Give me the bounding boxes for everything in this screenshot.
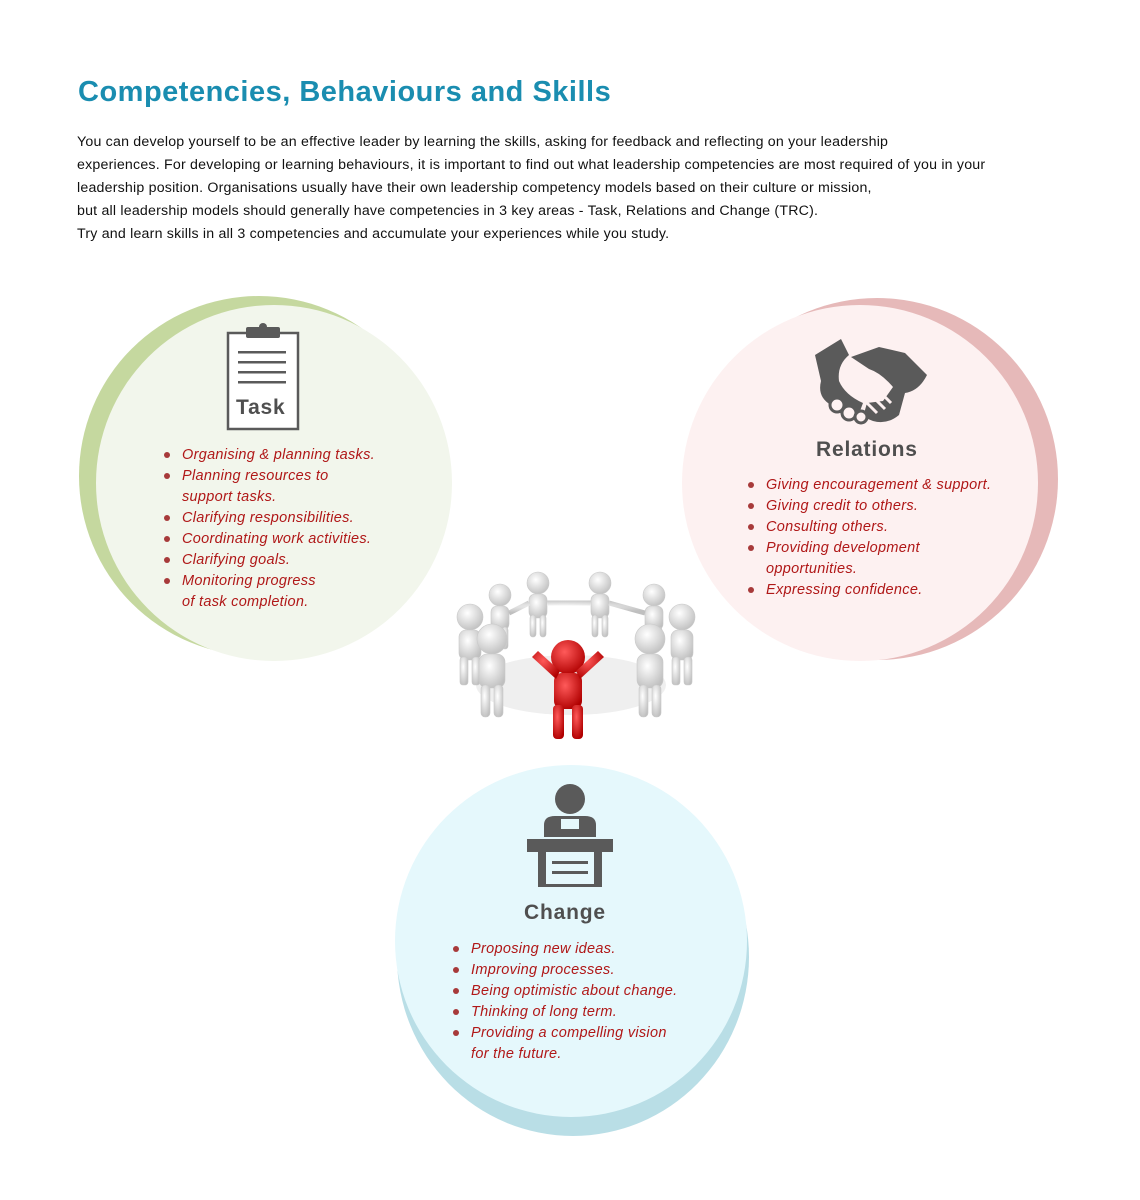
page-title: Competencies, Behaviours and Skills — [78, 76, 612, 108]
task-list — [163, 445, 423, 613]
change-heading: Change — [524, 901, 606, 924]
list-item-label: Being optimistic about change. — [471, 983, 678, 999]
relations-heading: Relations — [816, 438, 918, 461]
list-item — [163, 508, 423, 529]
list-item-label: Thinking of long term. — [471, 1004, 618, 1020]
list-item — [163, 571, 423, 613]
list-item-label: Giving encouragement & support. — [766, 477, 992, 493]
list-item-label: Planning resources to support tasks. — [182, 468, 329, 505]
intro-line: experiences. For developing or learning behaviours, it is important to find out what leadership competencies are most required of you in your — [77, 157, 986, 173]
list-item-label: Consulting others. — [766, 519, 889, 535]
list-item-label: Clarifying goals. — [182, 552, 291, 568]
list-item-label: Giving credit to others. — [766, 498, 919, 514]
list-item-label: Providing a compelling vision for the future. — [471, 1025, 667, 1062]
list-item-label: Clarifying responsibilities. — [182, 510, 354, 526]
handshake-icon — [811, 333, 929, 427]
change-list — [452, 939, 722, 1065]
list-item-label: Coordinating work activities. — [182, 531, 372, 547]
list-item-label: Monitoring progress of task completion. — [182, 573, 316, 610]
list-item — [747, 580, 1027, 601]
list-item — [163, 550, 423, 571]
list-item — [452, 981, 722, 1002]
list-item-label: Improving processes. — [471, 962, 615, 978]
presenter-at-podium-icon — [527, 783, 613, 889]
list-item-label: Expressing confidence. — [766, 582, 923, 598]
list-item — [163, 445, 423, 466]
list-item — [747, 517, 1027, 538]
list-item-label: Proposing new ideas. — [471, 941, 616, 957]
list-item — [452, 960, 722, 981]
intro-line: Try and learn skills in all 3 competencies and accumulate your experiences while you study. — [77, 226, 670, 242]
intro-line: leadership position. Organisations usually have their own leadership competency models based on their culture or mission, — [77, 180, 872, 196]
list-item — [163, 466, 423, 508]
list-item — [452, 939, 722, 960]
list-item — [747, 496, 1027, 517]
relations-list — [747, 475, 1027, 601]
list-item — [747, 538, 1027, 580]
list-item-label: Providing development opportunities. — [766, 540, 920, 577]
list-item — [163, 529, 423, 550]
list-item — [452, 1023, 722, 1065]
intro-line: but all leadership models should generally have competencies in 3 key areas - Task, Relations and Change (TRC). — [77, 203, 819, 219]
list-item — [747, 475, 1027, 496]
leader-in-circle-of-people-illustration — [440, 565, 702, 745]
list-item — [452, 1002, 722, 1023]
intro-line: You can develop yourself to be an effective leader by learning the skills, asking for feedback and reflecting on your leadership — [77, 134, 889, 150]
intro-paragraph — [77, 131, 1067, 246]
task-heading: Task — [236, 396, 286, 419]
list-item-label: Organising & planning tasks. — [182, 447, 375, 463]
